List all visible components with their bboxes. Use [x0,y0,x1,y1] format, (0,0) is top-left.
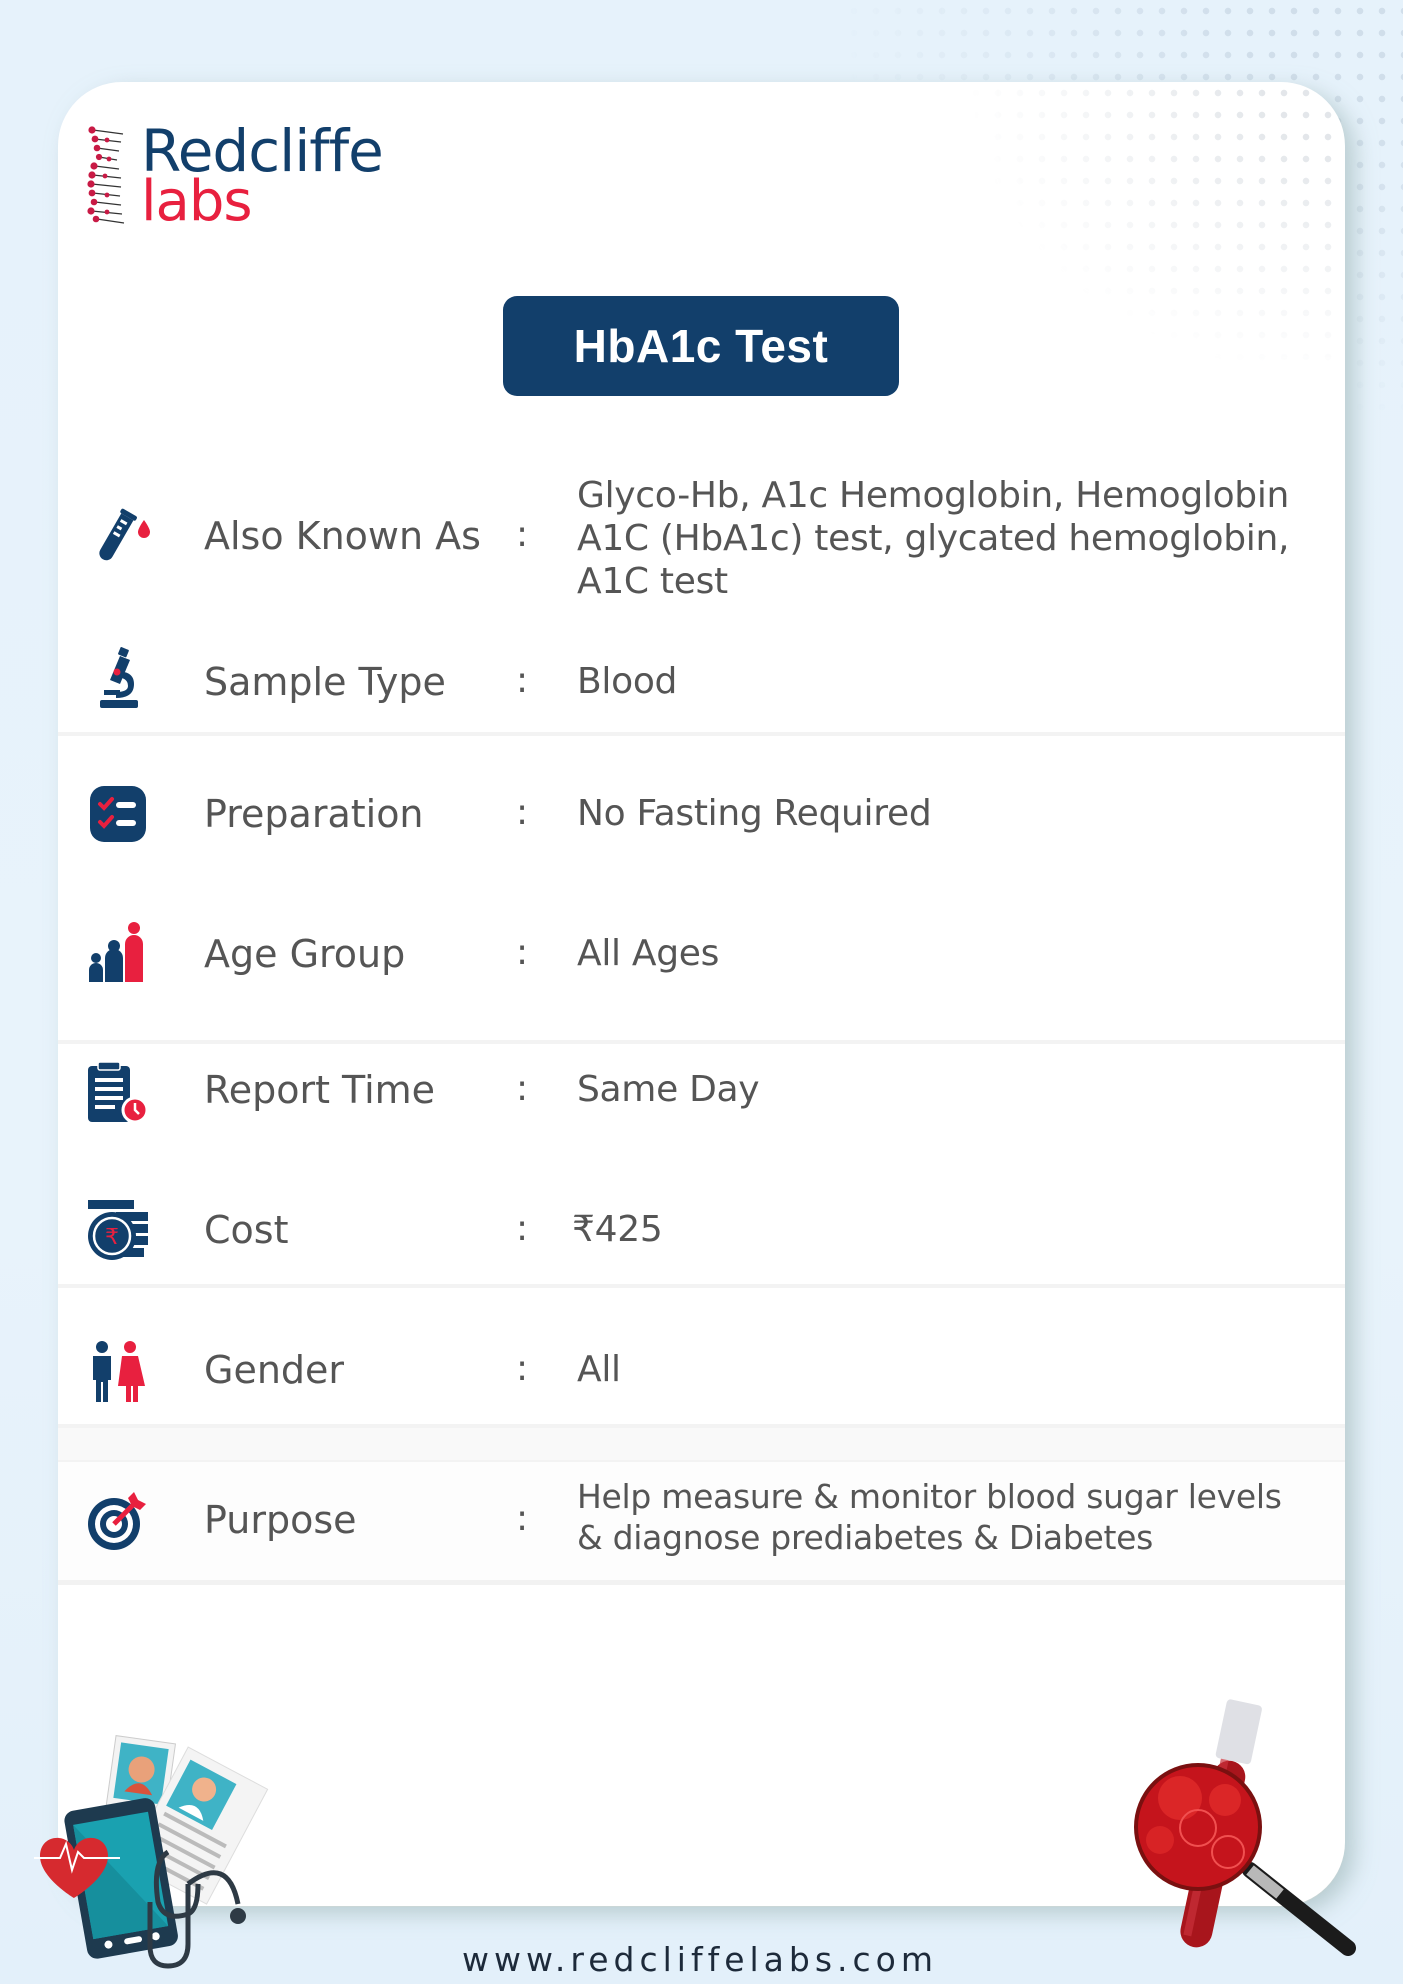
value-line: Help measure & monitor blood sugar levels [577,1477,1282,1516]
info-row-cost [58,1186,1345,1276]
medical-phone-illustration [30,1720,280,1984]
redcliffe-labs-logo [87,117,383,234]
row-divider [58,732,1345,736]
target-arrow-icon [86,1488,150,1552]
info-row-sample-type [58,640,1345,730]
blood-magnifier-illustration [1120,1690,1370,1984]
value-line: Glyco-Hb, A1c Hemoglobin, Hemoglobin [577,475,1290,516]
row-colon: : [516,1208,529,1249]
row-value [577,1476,1377,1558]
row-colon: : [516,792,529,833]
row-value [577,474,1377,603]
row-label: Purpose [204,1498,357,1542]
row-label: Cost [204,1208,289,1252]
info-row-report-time [58,1046,1345,1136]
row-value: All Ages [577,933,720,974]
row-colon: : [516,514,529,555]
value-line: A1C test [577,561,728,602]
card-dot-pattern [965,82,1345,382]
test-tube-icon [86,506,150,570]
info-row-also-known-as [58,470,1345,610]
row-value: Same Day [577,1069,760,1110]
value-line: & diagnose prediabetes & Diabetes [577,1518,1154,1557]
test-title-badge: HbA1c Test [503,296,899,396]
website-url[interactable]: www.redcliffelabs.com [461,1940,939,1979]
row-value: All [577,1349,621,1390]
brand-name: Redcliffe [141,117,383,185]
row-label: Sample Type [204,660,446,704]
info-row-purpose [58,1462,1345,1582]
row-label: Age Group [204,932,406,976]
row-divider [58,1284,1345,1288]
row-colon: : [516,1068,529,1109]
row-label: Preparation [204,792,424,836]
rupee-coins-icon [86,1198,150,1262]
male-female-icon [86,1340,150,1404]
row-label: Also Known As [204,514,481,558]
clipboard-clock-icon [86,1060,150,1124]
row-value: Blood [577,661,678,702]
row-divider [58,1040,1345,1044]
row-colon: : [516,1498,529,1539]
microscope-icon [86,646,150,710]
info-row-gender [58,1326,1345,1416]
row-colon: : [516,932,529,973]
brand-subname: labs [141,169,252,234]
row-colon: : [516,1348,529,1389]
row-label: Gender [204,1348,345,1392]
row-colon: : [516,660,529,701]
svg-text:₹: ₹ [105,1225,119,1250]
dna-helix-icon [87,126,127,226]
row-value: ₹425 [572,1209,663,1250]
info-row-preparation [58,770,1345,860]
row-gap-band [58,1428,1345,1460]
checklist-icon [86,782,150,846]
value-line: A1C (HbA1c) test, glycated hemoglobin, [577,518,1290,559]
row-value: No Fasting Required [577,793,932,834]
info-row-age-group [58,910,1345,1000]
row-label: Report Time [204,1068,436,1112]
family-icon [86,920,150,984]
